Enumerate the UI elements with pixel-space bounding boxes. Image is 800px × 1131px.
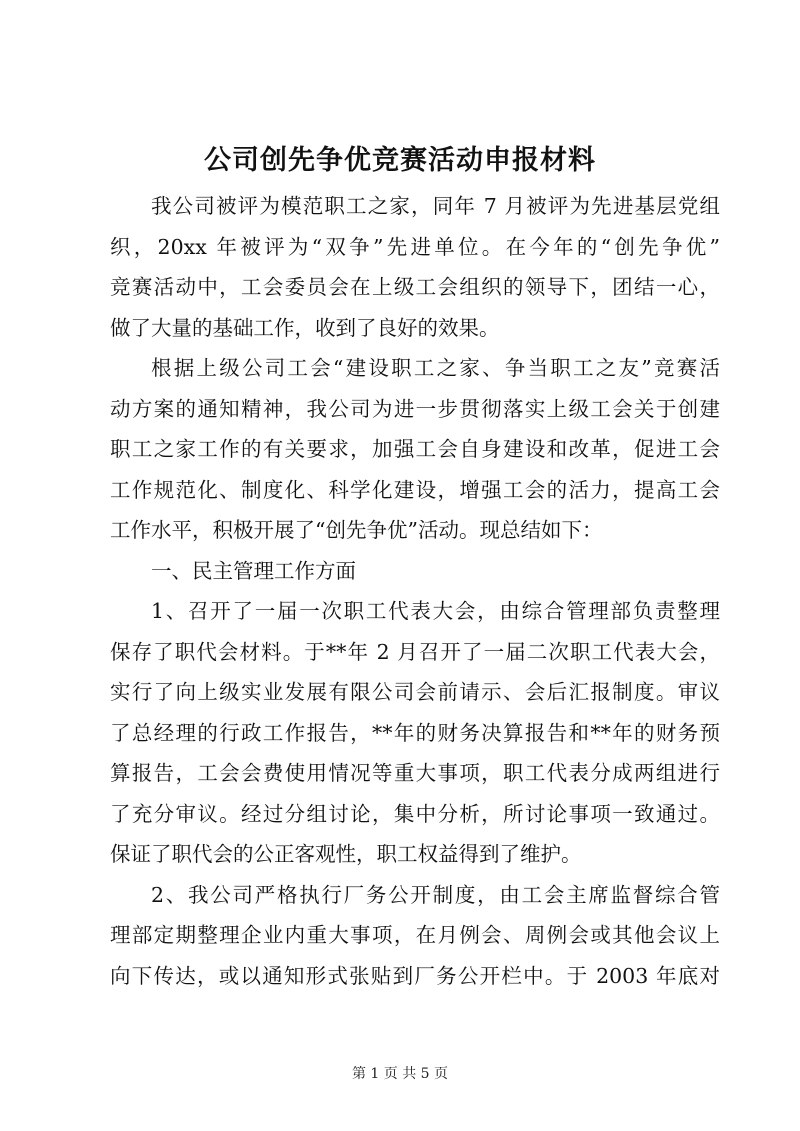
paragraph-1-line-4: 做了大量的基础工作，收到了良好的效果。 bbox=[110, 315, 500, 340]
paragraph-1-line-3: 竞赛活动中，工会委员会在上级工会组织的领导下，团结一心， bbox=[110, 275, 720, 299]
paragraph-4-line-2: 理部定期整理企业内重大事项，在月例会、周例会或其他会议上 bbox=[110, 923, 720, 947]
document-body bbox=[110, 186, 720, 996]
paragraph-1-line-1: 我公司被评为模范职工之家，同年 7 月被评为先进基层党组 bbox=[151, 194, 720, 218]
paragraph-3-line-7: 保证了职代会的公正客观性，职工权益得到了维护。 bbox=[110, 842, 582, 866]
paragraph-2-line-1: 根据上级公司工会“建设职工之家、争当职工之友”竞赛活 bbox=[151, 356, 720, 380]
paragraph-1-line-2: 织，20xx 年被评为“双争”先进单位。在今年的“创先争优” bbox=[110, 234, 720, 259]
paragraph-3-line-3: 实行了向上级实业发展有限公司会前请示、会后汇报制度。审议 bbox=[110, 680, 720, 704]
paragraph-2-line-4: 工作规范化、制度化、科学化建设，增强工会的活力，提高工会 bbox=[110, 477, 720, 502]
page-number-footer: 第 1 页 共 5 页 bbox=[351, 1066, 449, 1082]
document-title: 公司创先争优竞赛活动申报材料 bbox=[204, 145, 596, 176]
paragraph-4-line-1: 2、我公司严格执行厂务公开制度，由工会主席监督综合管 bbox=[151, 882, 720, 907]
paragraph-3-line-2: 保存了职代会材料。于**年 2 月召开了一届二次职工代表大会， bbox=[110, 639, 720, 664]
paragraph-2-line-2: 动方案的通知精神，我公司为进一步贯彻落实上级工会关于创建 bbox=[110, 396, 720, 421]
section-heading-democratic-management: 一、民主管理工作方面 bbox=[151, 558, 356, 583]
paragraph-3-line-1: 1、召开了一届一次职工代表大会，由综合管理部负责整理 bbox=[151, 599, 720, 623]
paragraph-4-line-3: 向下传达，或以通知形式张贴到厂务公开栏中。于 2003 年底对 bbox=[110, 963, 720, 988]
paragraph-3-line-4: 了总经理的行政工作报告，**年的财务决算报告和**年的财务预 bbox=[110, 720, 720, 745]
paragraph-2-line-3: 职工之家工作的有关要求，加强工会自身建设和改革，促进工会 bbox=[110, 437, 720, 461]
paragraph-3-line-5: 算报告，工会会费使用情况等重大事项，职工代表分成两组进行 bbox=[110, 761, 720, 785]
paragraph-2-line-5: 工作水平，积极开展了“创先争优”活动。现总结如下： bbox=[110, 518, 603, 542]
paragraph-3-line-6: 了充分审议。经过分组讨论，集中分析，所讨论事项一致通过。 bbox=[110, 801, 720, 826]
